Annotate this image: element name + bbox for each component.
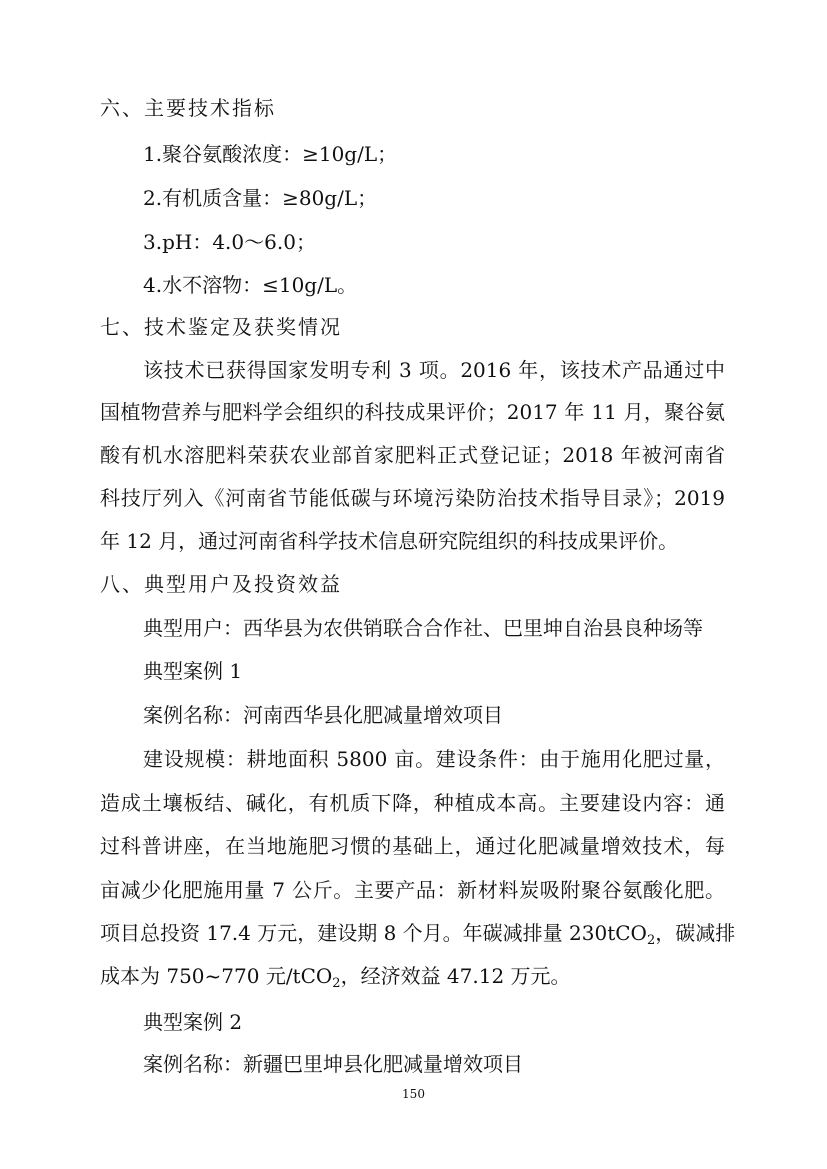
subscript-2: 2 xyxy=(646,933,656,948)
paragraph-line: 过科普讲座，在当地施肥习惯的基础上，通过化肥减量增效技术，每 xyxy=(100,834,725,858)
cost-text-tail: ，经济效益 47.12 万元。 xyxy=(340,964,571,988)
paragraph-line: 年 12 月，通过河南省科学技术信息研究院组织的科技成果评价。 xyxy=(100,529,679,553)
investment-text-tail: ，碳减排 xyxy=(655,921,736,945)
paragraph-line-investment xyxy=(100,919,736,948)
case-name: 案例名称：河南西华县化肥减量增效项目 xyxy=(143,703,503,727)
case-name: 案例名称：新疆巴里坤县化肥减量增效项目 xyxy=(143,1052,523,1076)
section-heading-appraisal-awards: 七、技术鉴定及获奖情况 xyxy=(100,315,342,339)
case-title: 典型案例 1 xyxy=(143,659,243,683)
section-heading-technical-indicators: 六、主要技术指标 xyxy=(100,96,276,120)
paragraph-line: 建设规模：耕地面积 5800 亩。建设条件：由于施用化肥过量， xyxy=(143,747,725,771)
subscript-2: 2 xyxy=(332,976,341,991)
indicator-item: 2.有机质含量：≥80g/L； xyxy=(143,186,378,210)
indicator-item: 3.pH：4.0～6.0； xyxy=(143,230,316,254)
typical-users-line: 典型用户：西华县为农供销联合合作社、巴里坤自治县良种场等 xyxy=(143,616,703,640)
section-heading-typical-users: 八、典型用户及投资效益 xyxy=(100,572,342,596)
cost-text: 成本为 750~770 元/tCO xyxy=(100,964,333,988)
paragraph-line: 亩减少化肥施用量 7 公斤。主要产品：新材料炭吸附聚谷氨酸化肥。 xyxy=(100,878,725,902)
case-title: 典型案例 2 xyxy=(143,1010,243,1034)
paragraph-line: 酸有机水溶肥料荣获农业部首家肥料正式登记证；2018 年被河南省 xyxy=(100,443,725,467)
paragraph-line: 该技术已获得国家发明专利 3 项。2016 年，该技术产品通过中 xyxy=(143,358,725,382)
page-number: 150 xyxy=(402,1087,425,1101)
paragraph-line: 国植物营养与肥料学会组织的科技成果评价；2017 年 11 月，聚谷氨 xyxy=(100,400,725,424)
investment-text: 项目总投资 17.4 万元，建设期 8 个月。年碳减排量 230tCO xyxy=(100,921,647,945)
paragraph-line-cost xyxy=(100,962,725,990)
paragraph-line: 科技厅列入《河南省节能低碳与环境污染防治技术指导目录》；2019 xyxy=(100,486,725,510)
paragraph-line: 造成土壤板结、碱化，有机质下降，种植成本高。主要建设内容：通 xyxy=(100,791,725,815)
indicator-item: 4.水不溶物：≤10g/L。 xyxy=(143,273,358,297)
indicator-item: 1.聚谷氨酸浓度：≥10g/L； xyxy=(143,142,398,166)
